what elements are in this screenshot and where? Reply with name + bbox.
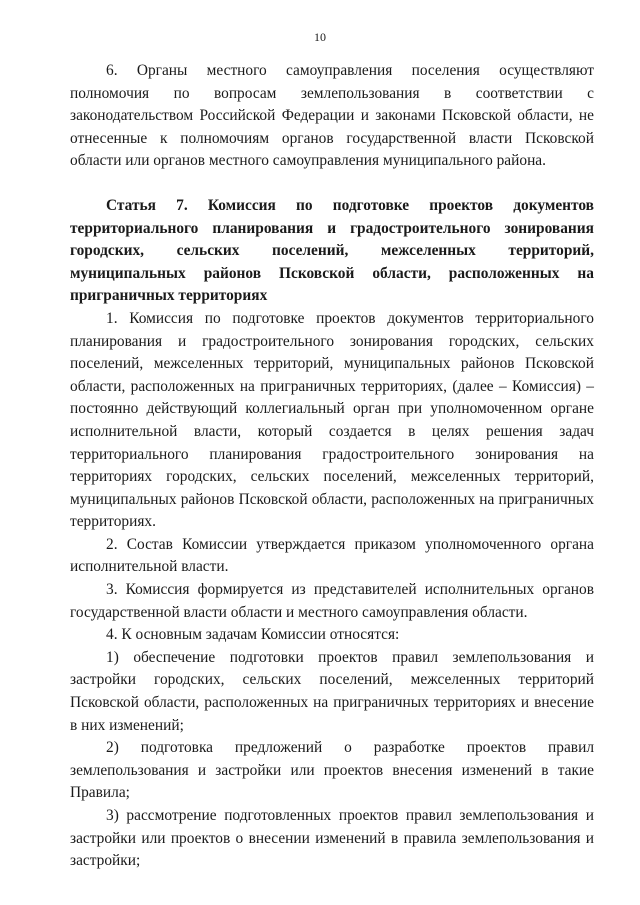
task-item-3: 3) рассмотрение подготовленных проектов правил землепользования и застройки или проектов о внесении изменений в правила землепользования и застройки; — [70, 807, 594, 870]
article-7-title: Статья 7. Комиссия по подготовке проектов документов территориального планирования и градостроительного зонирования городских, сельских поселений, межселенных территорий, муниципальных районов Псковской области, расположенных на приграничных территориях — [70, 196, 594, 305]
article-7-paragraph-3: 3. Комиссия формируется из представителей исполнительных органов государственной власти области и местного самоуправления области. — [70, 581, 594, 621]
article-7-paragraph-2: 2. Состав Комиссии утверждается приказом уполномоченного органа исполнительной власти. — [70, 535, 594, 576]
paragraph-6: 6. Органы местного самоуправления поселения осуществляют полномочия по вопросам землепользования в соответствии с законодательством Российской Федерации и законами Псковской области, не отнесенные к полномочиям органов государственной власти Псковской области или органов местного самоуправления муниципального района. — [70, 62, 594, 170]
task-item-1: 1) обеспечение подготовки проектов правил землепользования и застройки городских, сельских поселений, межселенных территорий Псковской области, расположенных на приграничных территориях и внесение в них изменений; — [70, 648, 594, 734]
article-7-paragraph-4: 4. К основным задачам Комиссии относятся: — [106, 626, 400, 644]
task-item-2: 2) подготовка предложений о разработке проектов правил землепользования и застройки или проектов внесения изменений в такие Правила; — [70, 739, 594, 802]
page-number: 10 — [314, 30, 326, 44]
article-7-paragraph-1: 1. Комиссия по подготовке проектов документов территориального планирования и градостроительного зонирования городских, сельских поселений, межселенных территорий, муниципальных районов Псковской области, расположенных на приграничных территориях, (далее – Комиссия) – постоянно действующий коллегиальный орган при уполномоченном органе исполнительной власти, который создается в целях решения задач территориального планирования градостроительного зонирования на территориях городских, сельских поселений, межселенных территорий, муниципальных районов Псковской области, расположенных на приграничных территориях. — [70, 309, 594, 531]
document-body — [70, 60, 594, 873]
